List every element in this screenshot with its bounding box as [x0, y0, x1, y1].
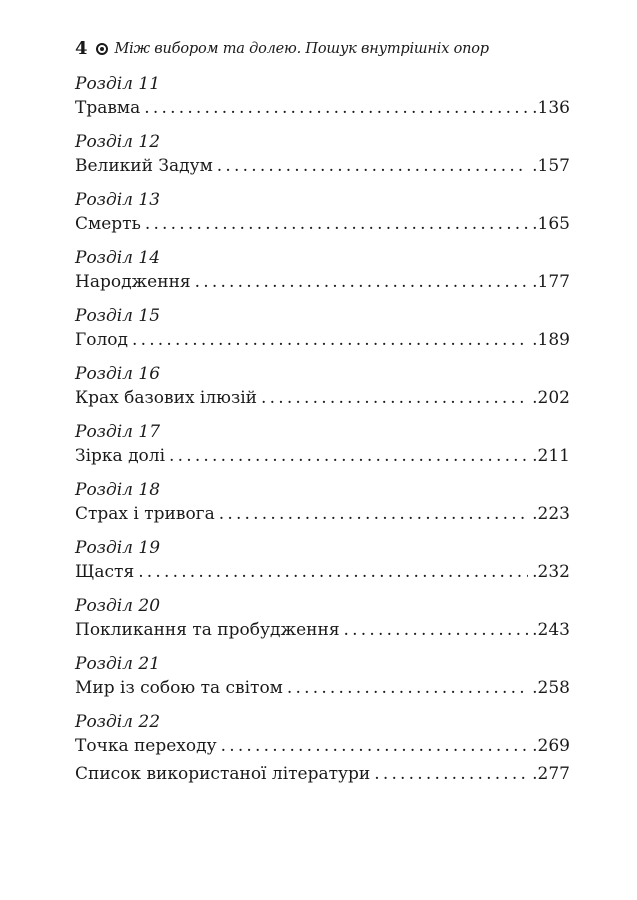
- dot-leader: [261, 386, 528, 410]
- chapter-page: .136: [532, 98, 570, 118]
- dot-leader: [195, 270, 529, 294]
- chapter-page: .177: [532, 272, 570, 292]
- toc-line: [75, 676, 570, 700]
- dot-leader: [221, 734, 529, 758]
- dot-leader: [287, 676, 528, 700]
- chapter-label: Розділ 11: [75, 74, 161, 94]
- chapter-page: .165: [532, 214, 570, 234]
- chapter-page: .211: [532, 446, 570, 466]
- toc-entry: [75, 304, 570, 352]
- chapter-label: Розділ 18: [75, 480, 161, 500]
- dot-leader: [145, 212, 528, 236]
- chapter-title: Покликання та пробудження: [75, 620, 340, 640]
- chapter-title: Щастя: [75, 562, 135, 582]
- running-title: Між вибором та долею. Пошук внутрішніх опор: [114, 40, 489, 57]
- chapter-page: .157: [532, 156, 570, 176]
- toc-line: [75, 270, 570, 294]
- chapter-title: Страх і тривога: [75, 504, 215, 524]
- chapter-page: .202: [532, 388, 570, 408]
- chapter-title: Крах базових ілюзій: [75, 388, 258, 408]
- chapter-page: .232: [532, 562, 570, 582]
- chapter-label: Розділ 19: [75, 538, 161, 558]
- toc-entry: [75, 710, 570, 758]
- toc-entry: [75, 536, 570, 584]
- toc-line: [75, 386, 570, 410]
- toc-line: [75, 212, 570, 236]
- dot-leader: [217, 154, 528, 178]
- toc-entry: [75, 188, 570, 236]
- chapter-label: Розділ 22: [75, 712, 161, 732]
- toc-entry: [75, 478, 570, 526]
- chapter-label: Розділ 16: [75, 364, 161, 384]
- chapter-title: Точка переходу: [75, 736, 217, 756]
- toc-entry: [75, 594, 570, 642]
- toc-entry: [75, 72, 570, 120]
- running-header: [75, 38, 489, 59]
- toc-line: [75, 618, 570, 642]
- toc-line: [75, 154, 570, 178]
- toc-entry: [75, 362, 570, 410]
- toc-line: [75, 734, 570, 758]
- dot-leader: [219, 502, 528, 526]
- dot-leader: [374, 762, 528, 786]
- toc-line: [75, 328, 570, 352]
- chapter-title: Голод: [75, 330, 128, 350]
- page-number: 4: [75, 38, 88, 59]
- chapter-label: Розділ 14: [75, 248, 161, 268]
- toc-line: [75, 502, 570, 526]
- chapter-page: .269: [532, 736, 570, 756]
- chapter-title: Смерть: [75, 214, 141, 234]
- chapter-title: Зірка долі: [75, 446, 166, 466]
- chapter-page: .243: [532, 620, 570, 640]
- toc-line: [75, 762, 570, 786]
- chapter-title: Народження: [75, 272, 191, 292]
- dot-leader: [169, 444, 528, 468]
- toc-line: [75, 96, 570, 120]
- chapter-label: Розділ 20: [75, 596, 161, 616]
- chapter-page: .258: [532, 678, 570, 698]
- chapter-title: Мир із собою та світом: [75, 678, 283, 698]
- chapter-label: Розділ 15: [75, 306, 161, 326]
- chapter-page: .189: [532, 330, 570, 350]
- chapter-title: Травма: [75, 98, 141, 118]
- chapter-title: Великий Задум: [75, 156, 213, 176]
- toc-entry: [75, 246, 570, 294]
- chapter-page: .223: [532, 504, 570, 524]
- chapter-label: Розділ 13: [75, 190, 161, 210]
- table-of-contents: [75, 72, 570, 768]
- dot-leader: [132, 328, 528, 352]
- toc-line: [75, 560, 570, 584]
- dot-leader: [138, 560, 528, 584]
- toc-entry: [75, 130, 570, 178]
- circled-dot-icon: [96, 43, 108, 55]
- bibliography-page: .277: [532, 764, 570, 784]
- toc-line: [75, 444, 570, 468]
- chapter-label: Розділ 17: [75, 422, 161, 442]
- bibliography-title: Список використаної літератури: [75, 764, 371, 784]
- toc-entry: [75, 652, 570, 700]
- chapter-label: Розділ 12: [75, 132, 161, 152]
- chapter-label: Розділ 21: [75, 654, 161, 674]
- dot-leader: [144, 96, 528, 120]
- bibliography-entry: [75, 762, 570, 786]
- dot-leader: [344, 618, 529, 642]
- toc-entry: [75, 420, 570, 468]
